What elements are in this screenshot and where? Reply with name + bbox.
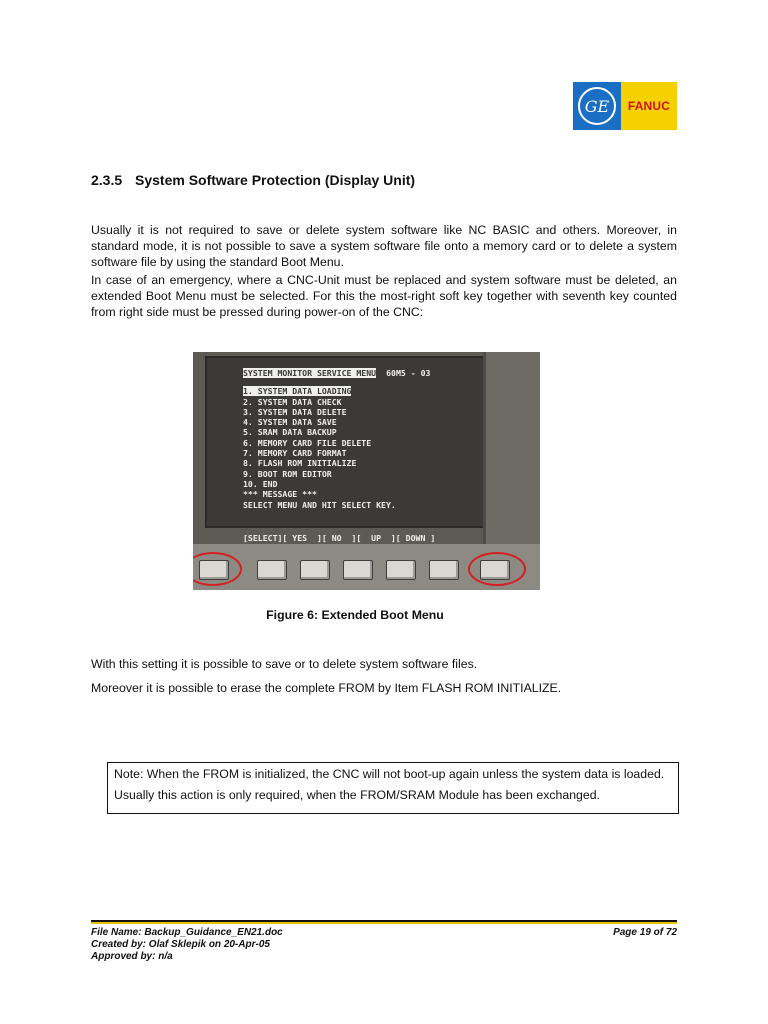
footer-file-name: File Name: Backup_Guidance_EN21.doc xyxy=(91,927,283,938)
ge-logo xyxy=(573,82,621,130)
note-line-2: Usually this action is only required, when the FROM/SRAM Module has been exchanged. xyxy=(114,788,600,802)
menu-item-5: 5. SRAM DATA BACKUP xyxy=(243,427,337,438)
note-line-1: Note: When the FROM is initialized, the CNC will not boot-up again unless the system data is loaded. xyxy=(114,767,665,781)
paragraph-1: Usually it is not required to save or delete system software like NC BASIC and others. Moreover, in standard mode, it is not possible to save a system software file onto a memory card or to delete a system software file by using the standard Boot Menu. xyxy=(91,223,677,269)
footer-created-by: Created by: Olaf Sklepik on 20-Apr-05 xyxy=(91,939,270,950)
ge-monogram-icon xyxy=(577,86,617,126)
paragraph-2: In case of an emergency, where a CNC-Unit must be replaced and system software must be deleted, an extended Boot Menu must be selected. For this the most-right soft key together with seventh key counted from right side must be pressed during power-on of the CNC: xyxy=(91,273,677,319)
figure-caption: Figure 6: Extended Boot Menu xyxy=(266,608,444,622)
message-header: *** MESSAGE *** xyxy=(243,489,317,500)
soft-key-6 xyxy=(429,560,459,580)
menu-item-1: 1. SYSTEM DATA LOADING xyxy=(243,386,352,397)
note-box xyxy=(107,762,679,814)
highlight-circle-right xyxy=(468,552,526,586)
footer-page-number: Page 19 of 72 xyxy=(613,927,677,938)
menu-item-10: 10. END xyxy=(243,478,278,489)
soft-key-4 xyxy=(343,560,373,580)
soft-key-3 xyxy=(300,560,330,580)
footer-approved-by: Approved by: n/a xyxy=(91,951,173,962)
message-text: SELECT MENU AND HIT SELECT KEY. xyxy=(243,499,396,510)
menu-header: SYSTEM MONITOR SERVICE MENU xyxy=(243,368,377,378)
paragraph-4: Moreover it is possible to erase the complete FROM by Item FLASH ROM INITIALIZE. xyxy=(91,681,562,695)
section-number: 2.3.5 xyxy=(91,172,123,188)
section-heading xyxy=(91,172,415,188)
menu-version: 60M5 - 03 xyxy=(386,368,431,378)
svg-text:GE: GE xyxy=(584,97,610,116)
boot-menu-photo xyxy=(193,352,540,590)
soft-key-2 xyxy=(257,560,287,580)
menu-item-8: 8. FLASH ROM INITIALIZE xyxy=(243,458,357,469)
menu-item-2: 2. SYSTEM DATA CHECK xyxy=(243,396,342,407)
ge-fanuc-logo xyxy=(573,82,677,130)
menu-item-3: 3. SYSTEM DATA DELETE xyxy=(243,406,347,417)
menu-item-6: 6. MEMORY CARD FILE DELETE xyxy=(243,437,372,448)
boot-menu-text xyxy=(243,368,483,510)
page-footer xyxy=(91,927,677,963)
section-title: System Software Protection (Display Unit) xyxy=(135,172,416,188)
menu-item-9: 9. BOOT ROM EDITOR xyxy=(243,468,332,479)
menu-item-4: 4. SYSTEM DATA SAVE xyxy=(243,417,337,428)
menu-item-7: 7. MEMORY CARD FORMAT xyxy=(243,448,347,459)
fanuc-brand: FANUC xyxy=(621,82,677,130)
footer-divider xyxy=(91,920,677,922)
softkey-labels: [SELECT][ YES ][ NO ][ UP ][ DOWN ] xyxy=(243,533,436,543)
paragraph-3: With this setting it is possible to save or to delete system software files. xyxy=(91,657,478,671)
soft-key-5 xyxy=(386,560,416,580)
